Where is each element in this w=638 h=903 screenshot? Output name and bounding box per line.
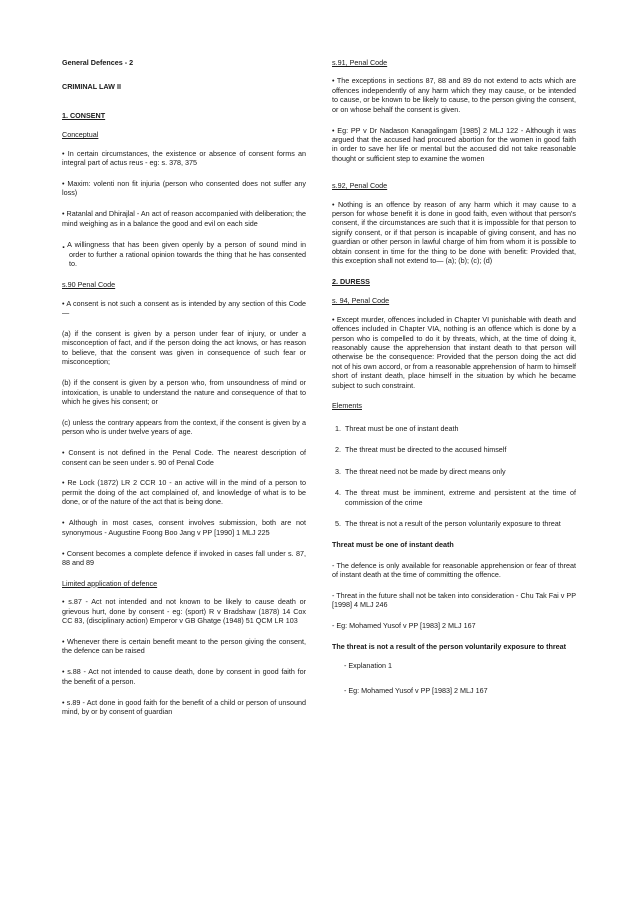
conceptual-label: Conceptual — [62, 130, 99, 140]
consent-heading: 1. CONSENT — [62, 110, 106, 120]
element-item: 5. The threat is not a result of the person voluntarily exposure to threat — [343, 519, 576, 528]
re-lock-case: • Re Lock (1872) LR 2 CCR 10 - an active will in the mind of a person to permit the doing of the act complained of, and knowledge of what is to be done, or of the nature of the act that is being done. — [62, 478, 306, 507]
complete-defence: • Consent becomes a complete defence if invoked in cases fall under s. 87, 88 and 89 — [62, 548, 306, 567]
s90-clause-b: (b) if the consent is given by a person who, from unsoundness of mind or intoxication, is unable to understand the nature and consequence of that to which he gives his consent; or — [62, 378, 306, 406]
page-title: General Defences - 2 — [62, 58, 134, 67]
nadason-case: • Eg: PP v Dr Nadason Kanagalingam [1985] 2 MLJ 122 - Although it was argued that the accused had procured abortion for the women in good faith in order to save her life or mental but the accused did not take reasonable thought or sufficient step to examine the women — [332, 125, 576, 163]
mohamed-yusof-case: - Eg: Mohamed Yusof v PP [1983] 2 MLJ 167 — [332, 621, 476, 631]
voluntary-exposure-heading: The threat is not a result of the person voluntarily exposure to threat — [332, 642, 567, 652]
benefit-paragraph: • Whenever there is certain benefit meant to the person giving the consent, the defence can be raised — [62, 636, 306, 656]
consent-paragraph-1: • In certain circumstances, the existence or absence of consent forms an integral part of actus reus - eg: s. 378, 375 — [62, 148, 306, 168]
consent-paragraph-3: • Ratanlal and Dhirajlal - An act of reason accompanied with deliberation; the mind weighing as in a balance the good and evil on each side — [62, 209, 306, 228]
s94-paragraph: • Except murder, offences included in Chapter VI punishable with death and offences included in Chapter VIA, nothing is an offence which is done by a person who is compelled to do it by threats, which, at the time of doing it, reasonably cause the apprehension that instant death to that person will otherwise be the consequence: Provided that the person doing the act did not of his own accord, or from a reasonable apprehension of harm to himself short of instant death, place himself in the situation by which he became subject to such constraint. — [332, 314, 576, 390]
s94-label: s. 94, Penal Code — [332, 296, 390, 306]
consent-paragraph-2: • Maxim: volenti non fit injuria (person who consented does not suffer any loss) — [62, 178, 306, 198]
instant-death-heading: Threat must be one of instant death — [332, 540, 454, 550]
left-column — [62, 58, 306, 728]
limited-application-label: Limited application of defence — [62, 578, 158, 588]
explanation-item: - Explanation 1 — [344, 660, 392, 670]
s89-paragraph: • s.89 - Act done in good faith for the benefit of a child or person of unsound mind, by or by consent of guardian — [62, 697, 306, 716]
element-item: 4. The threat must be imminent, extreme and persistent at the time of commission of the crime — [343, 488, 576, 507]
s90-clause-c: (c) unless the contrary appears from the context, if the consent is given by a person who is under twelve years of age. — [62, 417, 306, 437]
element-item: 3. The threat need not be made by direct means only — [343, 467, 576, 476]
element-item: 2. The threat must be directed to the accused himself — [343, 445, 576, 454]
duress-heading: 2. DURESS — [332, 276, 370, 286]
instant-death-paragraph: - The defence is only available for reasonable apprehension or fear of threat of instant death at the time of committing the offence. — [332, 560, 576, 580]
consent-paragraph-4 — [62, 240, 306, 269]
right-column — [332, 58, 576, 711]
mohamed-yusof-item: - Eg: Mohamed Yusof v PP [1983] 2 MLJ 167 — [344, 686, 488, 696]
subject-title: CRIMINAL LAW II — [62, 82, 121, 92]
bullet-dot: . — [62, 238, 66, 251]
s90-clause-a: (a) if the consent is given by a person under fear of injury, or under a misconception of fact, and if the person doing the act knows, or has reason to believe, that the consent was given in consequence of such fear or misconception; — [62, 329, 306, 367]
consent-paragraph-4-text: A willingness that has been given openly by a person of sound mind in order to further a rational opinion towards the thing that he has consented to. — [67, 239, 306, 269]
submission-case: • Although in most cases, consent involves submission, both are not synonymous - Augustine Foong Boo Jang v PP [1990] 1 MLJ 225 — [62, 518, 306, 537]
s92-paragraph: • Nothing is an offence by reason of any harm which it may cause to a person for whose benefit it is done in good faith, even without that person's consent, if the circumstances are such that it is impossible for that person to signify consent, or if that person is incapable of giving consent, and has no guardian or other person in lawful charge of him from whom it is possible to obtain consent in time for the thing to be done with benefit: Provided that, this exception shall not extend to— (a); (b); (c); (d) — [332, 199, 576, 265]
s90-paragraph-intro: • A consent is not such a consent as is intended by any section of this Code— — [62, 298, 306, 318]
consent-definition: • Consent is not defined in the Penal Code. The nearest description of consent can be seen under s. 90 of Penal Code — [62, 448, 306, 467]
s92-label: s.92, Penal Code — [332, 181, 388, 191]
s91-paragraph: • The exceptions in sections 87, 88 and 89 do not extend to acts which are offences independently of any harm which they may cause, or be intended to cause, or be known to be likely to cause, to the person giving the consent, or on whose behalf the consent is given. — [332, 76, 576, 114]
future-threat-paragraph: - Threat in the future shall not be taken into consideration - Chu Tak Fai v PP [1998] 4 MLJ 246 — [332, 591, 576, 610]
elements-list — [332, 424, 576, 528]
elements-label: Elements — [332, 401, 362, 411]
s91-label: s.91, Penal Code — [332, 58, 388, 67]
s87-paragraph: • s.87 - Act not intended and not known to be likely to cause death or grievous hurt, done by consent - eg: (sport) R v Bradshaw (1878) 14 Cox CC 83, (disciplinary action) Emperor v GB Ghatge (1948) 51 QCM LR 103 — [62, 597, 306, 626]
s90-label: s.90 Penal Code — [62, 280, 116, 290]
s88-paragraph: • s.88 - Act not intended to cause death, done by consent in good faith for the benefit of a person. — [62, 667, 306, 686]
element-item: 1. Threat must be one of instant death — [343, 424, 576, 433]
